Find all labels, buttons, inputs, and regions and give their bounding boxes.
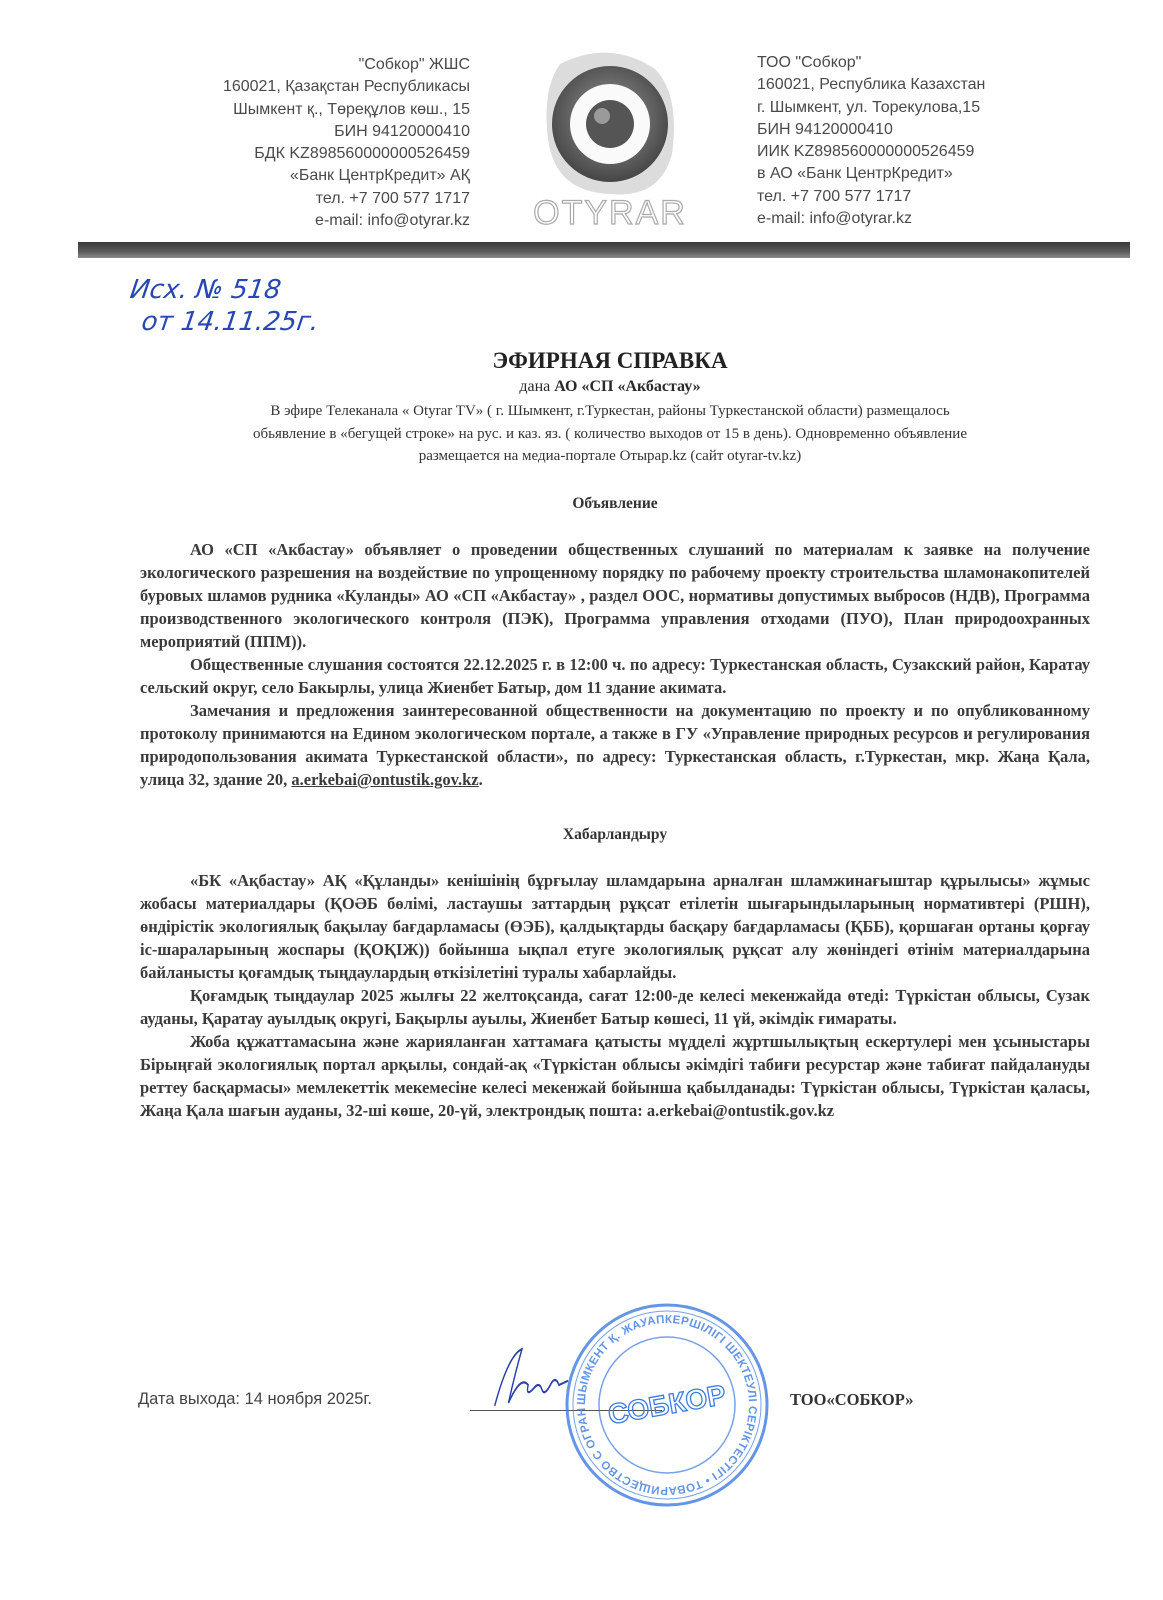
paragraph: Жоба құжаттамасына және жарияланған хаттамаға қатысты мүдделі жұртшылықтың ескертулері мен ұсыныстары Бірыңғай экологиялық портал арқылы, сондай-ақ «Түркістан облысы әкімдігі табиғи ресурстар және табиғат пайдалануды реттеу басқармасы» мемлекеттік мекемесіне келесі мекенжай бойынша қабылданады: Түркістан облысы, Түркістан қаласы, Жаңа Қала шағын ауданы, 32-ші көше, 20-үй, электрондық пошта: a.erkebai@ontustik.gov.kz <box>140 1032 1090 1120</box>
release-date: Дата выхода: 14 ноября 2025г. <box>138 1390 373 1408</box>
outgoing-date: от 14.11.25г. <box>139 307 321 337</box>
letterhead-line: тел. +7 700 577 1717 <box>315 189 470 207</box>
letterhead-line: г. Шымкент, ул. Торекулова,15 <box>757 98 981 116</box>
paragraph-text: Замечания и предложения заинтересованной общественности на документацию по проекту и по опубликованному протоколу принимаются на Едином экологическом портале, а также в ГУ «Управление природных ресурсов и регулирования природопользования акимата Туркестанской области», по адресу: Туркестанская область, г.Туркестан, мкр. Жаңа Қала, улица 32, здание 20, <box>140 701 1090 789</box>
letterhead-kazakh <box>150 54 470 232</box>
announcement-ru <box>140 538 1090 791</box>
letterhead-line: ИИК KZ898560000000526459 <box>757 143 975 161</box>
letterhead-line: e-mail: info@otyrar.kz <box>757 210 912 228</box>
letterhead-line: "Собкор" ЖШС <box>358 56 470 73</box>
broadcast-intro <box>100 400 1120 468</box>
email-link[interactable]: a.erkebai@ontustik.gov.kz <box>291 770 479 789</box>
company-stamp <box>562 1300 772 1510</box>
paragraph: АО «СП «Акбастау» объявляет о проведении общественных слушаний по материалам к заявке на получение экологического разрешения на воздействие по упрощенному порядку по рабочему проекту строительства шламонакопителей буровых шламов рудника «Куланды» АО «СП «Акбастау» , раздел ООС, нормативы допустимых выбросов (НДВ), Программа производственного экологического контроля (ПЭК), Программа управления отходами (ПУО), План природоохранных мероприятий (ППМ)). <box>140 540 1090 651</box>
letterhead-line: «Банк ЦентрКредит» АҚ <box>289 167 470 185</box>
paragraph: Қоғамдық тыңдаулар 2025 жылғы 22 желтоқсанда, сағат 12:00-де келесі мекенжайда өтеді: Түркістан облысы, Сузак ауданы, Қаратау ауылдық округі, Бақырлы ауылы, Жиенбет Батыр көшесі, 11 үй, әкімдік ғимараты. <box>140 986 1090 1028</box>
letterhead-russian <box>757 52 1057 230</box>
intro-line: обьявление в «бегущей строке» на рус. и каз. яз. ( количество выходов от 15 в день). Одновременно объявление <box>253 425 967 442</box>
letterhead-line: БИН 94120000410 <box>334 122 470 140</box>
section-heading-ru: Объявление <box>572 495 658 512</box>
svg-text:СОБКОР: СОБКОР <box>605 1378 729 1431</box>
letterhead-line: БДК KZ898560000000526459 <box>254 145 470 163</box>
svg-text:ШЫМКЕНТ Қ. ЖАУАПКЕРШІЛІГІ ШЕКТ: ШЫМКЕНТ Қ. ЖАУАПКЕРШІЛІГІ ШЕКТЕУЛІ СЕРІКТЕСТІГІ • ТОВАРИЩЕСТВО С ОГРАН <box>575 1313 759 1497</box>
signature <box>490 1345 570 1415</box>
given-to-company: АО «СП «Акбастау» <box>554 378 701 395</box>
letterhead-line: в АО «Банк ЦентрКредит» <box>757 165 953 183</box>
announcement-kz <box>140 869 1090 1122</box>
document-title: ЭФИРНАЯ СПРАВКА <box>492 348 728 373</box>
organization-name: ТОО«СОБКОР» <box>790 1390 914 1409</box>
letterhead-divider <box>78 242 1130 258</box>
outgoing-number: Исх. № 518 <box>128 275 283 305</box>
signature-icon <box>490 1345 570 1415</box>
letterhead-line: e-mail: info@otyrar.kz <box>315 212 470 230</box>
paragraph: Общественные слушания состоятся 22.12.2025 г. в 12:00 ч. по адресу: Туркестанская область, Сузакский район, Каратау сельский округ, село Бакырлы, улица Жиенбет Батыр, дом 11 здание акимата. <box>140 655 1090 697</box>
given-to <box>100 378 1120 396</box>
svg-text:OTYRAR: OTYRAR <box>533 194 687 232</box>
letterhead-line: 160021, Қазақстан Республикасы <box>222 78 470 96</box>
letterhead-line: Шымкент қ., Төреқұлов көш., 15 <box>233 100 470 118</box>
letterhead-line: БИН 94120000410 <box>757 120 893 138</box>
letterhead-line: тел. +7 700 577 1717 <box>757 187 912 205</box>
otyrar-logo <box>530 44 690 234</box>
announcements <box>140 494 1090 1122</box>
intro-line: размещается на медиа-портале Отырар.kz (сайт otyrar-tv.kz) <box>418 448 802 464</box>
punctuation: . <box>478 770 483 789</box>
otyrar-logo-icon <box>530 44 690 234</box>
paragraph <box>140 699 1090 791</box>
letterhead-line: ТОО "Собкор" <box>757 54 862 71</box>
section-heading-kz: Хабарландыру <box>562 826 668 843</box>
given-to-prefix: дана <box>519 378 555 395</box>
stamp-icon <box>562 1300 772 1510</box>
intro-line: В эфире Телеканала « Otyrar TV» ( г. Шымкент, г.Туркестан, районы Туркестанской области) размещалось <box>270 403 950 419</box>
letterhead-line: 160021, Республика Казахстан <box>757 76 986 94</box>
paragraph: «БК «Ақбастау» АҚ «Құланды» кенішінің бұрғылау шламдарына арналған шламжинағыштар құрылысы» жұмыс жобасы материалдары (ҚОӘБ бөлімі, ластаушы заттардың рұқсат етілетін шығарындыларының нормативтері (РШН), өндірістік экологиялық бақылау бағдарламасы (ӨЭБ), қалдықтарды басқару бағдарламасы (ҚББ), қоршаған ортаны қорғау іс-шараларының жоспары (ҚОҚІЖ)) бойынша ықпал етуге экологиялық рұқсат алу жөніндегі өтінім материалдарына байланысты қоғамдық тыңдаулардың өткізілетіні туралы хабарлайды. <box>140 871 1090 982</box>
handwritten-reference-note <box>124 274 326 338</box>
